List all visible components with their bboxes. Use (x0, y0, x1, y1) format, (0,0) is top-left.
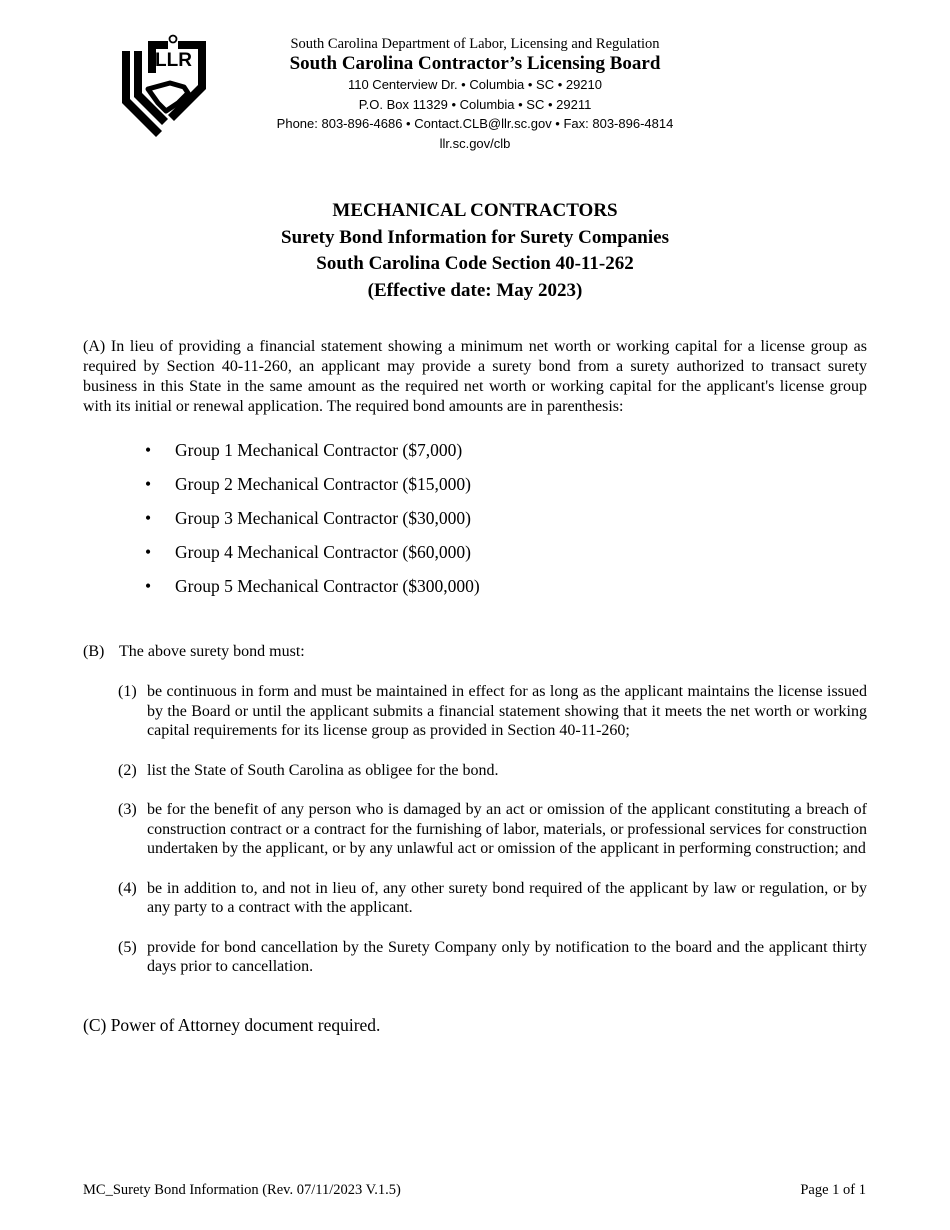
item-number: (3) (118, 801, 137, 818)
item-text: list the State of South Carolina as obligee for the bond. (147, 761, 499, 779)
item-number: (1) (118, 683, 137, 700)
page-number: Page 1 of 1 (800, 1182, 866, 1198)
list-item (145, 474, 645, 508)
group-text: Group 4 Mechanical Contractor ($60,000) (175, 542, 471, 562)
section-a-paragraph: (A) In lieu of providing a financial statement showing a minimum net worth or working capital for a license group as required by Section 40-11-260, an applicant may provide a surety bond from a surety authorized to transact surety business in this State in the same amount as the required net worth or working capital for the applicant's license group with its initial or renewal application. The required bond amounts are in parenthesis: (83, 338, 867, 415)
list-item (118, 682, 867, 741)
section-b-heading (83, 642, 305, 662)
item-number: (5) (118, 938, 137, 956)
list-item (118, 938, 867, 977)
contact-line: Phone: 803-896-4686 • Contact.CLB@llr.sc.gov • Fax: 803-896-4814 (276, 116, 674, 131)
list-item (118, 800, 867, 859)
title-line-4: (Effective date: May 2023) (367, 279, 583, 301)
list-item (145, 440, 645, 474)
logo-text: LLR (155, 50, 192, 71)
board-name: South Carolina Contractor’s Licensing Board (289, 53, 661, 74)
item-number: (2) (118, 761, 137, 779)
list-item (145, 508, 645, 542)
requirements-list (118, 682, 867, 977)
document-title (83, 198, 867, 304)
item-text: provide for bond cancellation by the Surety Company only by notification to the board and the applicant thirty days prior to cancellation. (147, 938, 867, 975)
agency-name: South Carolina Department of Labor, Licensing and Regulation (290, 36, 660, 52)
section-b-intro: The above surety bond must: (119, 643, 305, 660)
item-text: be in addition to, and not in lieu of, any other surety bond required of the applicant by law or regulation, or by any party to a contract with the applicant. (147, 879, 867, 916)
list-item (145, 542, 645, 576)
title-line-1: MECHANICAL CONTRACTORS (332, 200, 618, 221)
group-list (145, 440, 645, 610)
po-box-address: P.O. Box 11329 • Columbia • SC • 29211 (358, 96, 592, 112)
item-number: (4) (118, 879, 137, 897)
list-item (118, 879, 867, 918)
bullet: • (145, 508, 152, 528)
bullet: • (145, 440, 152, 460)
agency-header (200, 35, 750, 153)
title-line-3: South Carolina Code Section 40-11-262 (316, 253, 634, 274)
website: llr.sc.gov/clb (439, 135, 511, 151)
section-c-paragraph: (C) Power of Attorney document required. (83, 1015, 381, 1035)
group-text: Group 3 Mechanical Contractor ($30,000) (175, 508, 471, 528)
bullet: • (145, 542, 152, 562)
group-text: Group 1 Mechanical Contractor ($7,000) (175, 440, 463, 460)
bullet: • (145, 474, 152, 494)
title-line-2: Surety Bond Information for Surety Companies (281, 226, 669, 248)
form-identifier: MC_Surety Bond Information (Rev. 07/11/2023 V.1.5) (83, 1182, 401, 1198)
item-text: be for the benefit of any person who is damaged by an act or omission of the applicant constituting a breach of construction contract or a contract for the furnishing of labor, materials, or professional services for construction undertaken by the applicant, or by any unlawful act or omission of the applicant in performing construction; and (147, 801, 867, 857)
list-item (118, 761, 867, 781)
section-b-label: (B) (83, 643, 105, 660)
list-item (145, 576, 645, 610)
bullet: • (145, 576, 152, 596)
group-text: Group 5 Mechanical Contractor ($300,000) (175, 576, 480, 596)
item-text: be continuous in form and must be maintained in effect for as long as the applicant maintains the license issued by the Board or until the applicant submits a financial statement showing that it meets the net worth or working capital requirements for its license group as provided in Section 40-11-260; (147, 683, 867, 739)
street-address: 110 Centerview Dr. • Columbia • SC • 29210 (347, 77, 603, 92)
group-text: Group 2 Mechanical Contractor ($15,000) (175, 474, 471, 494)
